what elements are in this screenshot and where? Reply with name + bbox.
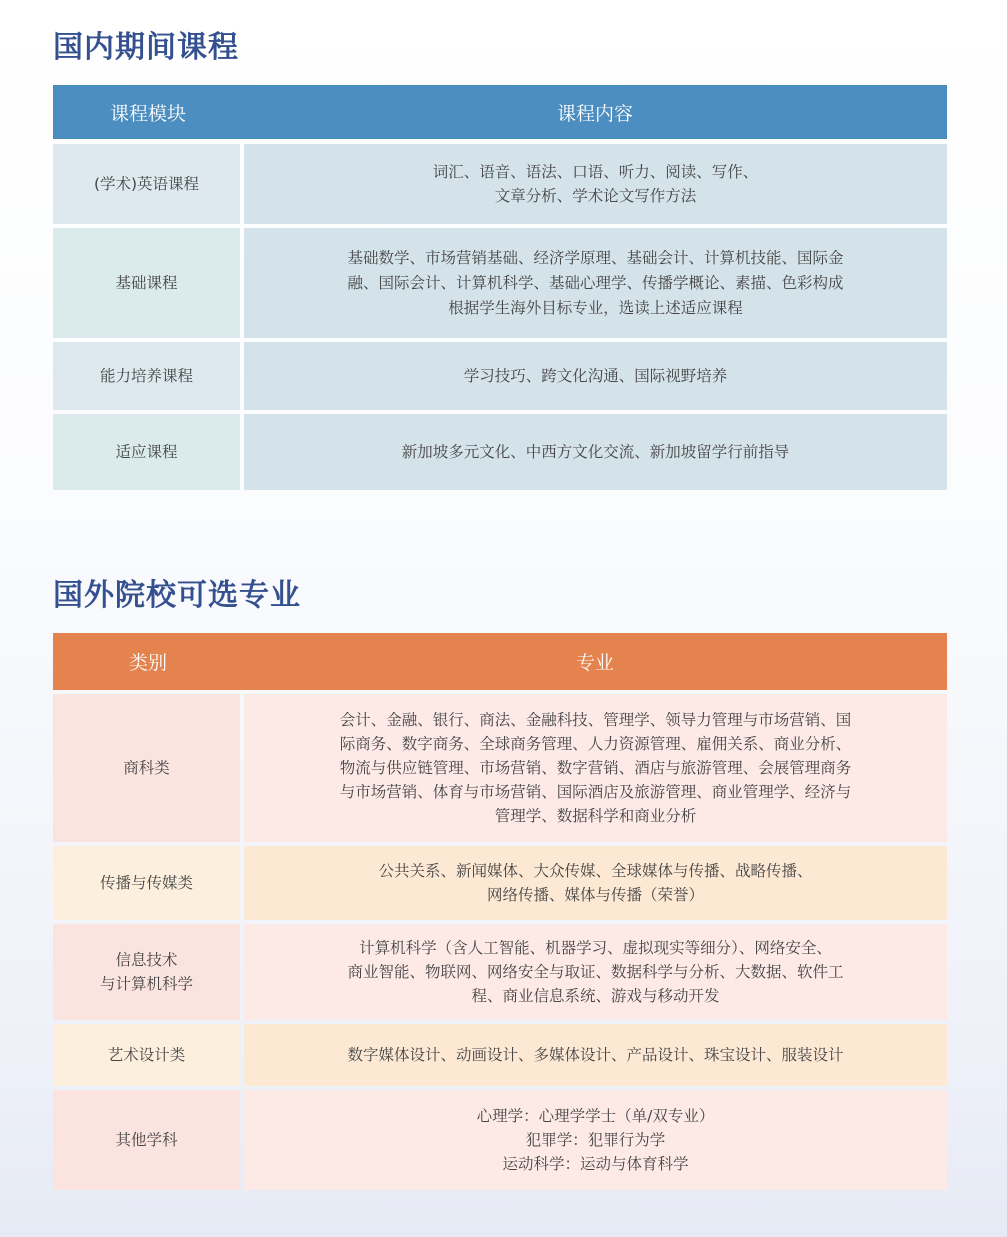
overseas-majors-table [53,633,947,1190]
category-cell: 艺术设计类 [53,1024,240,1086]
content-cell: 基础数学、市场营销基础、经济学原理、基础会计、计算机技能、国际金 融、国际会计、计算机科学、基础心理学、传播学概论、素描、色彩构成 根据学生海外目标专业，选读上述适应课程 [244,228,947,338]
category-cell: 传播与传媒类 [53,846,240,920]
content-cell: 数字媒体设计、动画设计、多媒体设计、产品设计、珠宝设计、服装设计 [244,1024,947,1086]
module-cell: 能力培养课程 [53,342,240,410]
content-cell: 计算机科学（含人工智能、机器学习、虚拟现实等细分）、网络安全、 商业智能、物联网、网络安全与取证、数据科学与分析、大数据、软件工 程、商业信息系统、游戏与移动开发 [244,924,947,1020]
table-row [53,414,947,490]
table-header [53,85,947,139]
section-title-domestic-courses: 国内期间课程 [53,30,239,65]
table-row [53,342,947,410]
category-cell: 其他学科 [53,1090,240,1190]
module-cell: 基础课程 [53,228,240,338]
table-row [53,846,947,920]
table-row [53,924,947,1020]
content-cell: 心理学：心理学学士（单/双专业） 犯罪学：犯罪行为学 运动科学：运动与体育科学 [244,1090,947,1190]
content-cell: 公共关系、新闻媒体、大众传媒、全球媒体与传播、战略传播、 网络传播、媒体与传播（荣誉） [244,846,947,920]
table-header [53,633,947,690]
header-module: 课程模块 [109,102,186,125]
module-cell: (学术)英语课程 [53,144,240,224]
header-major: 专业 [575,652,614,674]
header-category: 类别 [128,652,167,674]
section-title-overseas-majors: 国外院校可选专业 [53,578,301,613]
content-cell: 学习技巧、跨文化沟通、国际视野培养 [244,342,947,410]
table-row [53,228,947,338]
content-cell: 会计、金融、银行、商法、金融科技、管理学、领导力管理与市场营销、国 际商务、数字商务、全球商务管理、人力资源管理、雇佣关系、商业分析、 物流与供应链管理、市场营销、数字营销、酒店与旅游管理、会展管理商务 与市场营销、体育与市场营销、国际酒店及旅游管理、商业管理学、经济与 管理学、数据科学和商业分析 [244,694,947,842]
module-cell: 适应课程 [53,414,240,490]
category-cell: 信息技术 与计算机科学 [53,924,240,1020]
table-row [53,694,947,842]
table-row [53,1090,947,1190]
header-content: 课程内容 [556,102,633,125]
table-row [53,1024,947,1086]
domestic-courses-table [53,85,947,490]
content-cell: 词汇、语音、语法、口语、听力、阅读、写作、 文章分析、学术论文写作方法 [244,144,947,224]
content-cell: 新加坡多元文化、中西方文化交流、新加坡留学行前指导 [244,414,947,490]
table-row [53,144,947,224]
category-cell: 商科类 [53,694,240,842]
